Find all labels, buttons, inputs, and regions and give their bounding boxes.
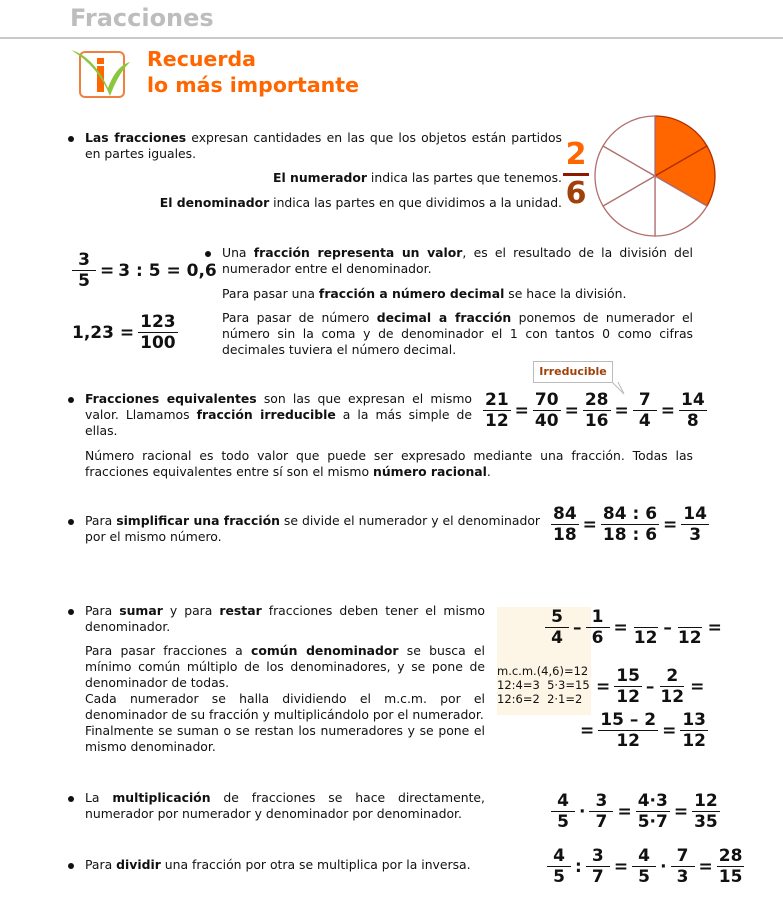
operator: = bbox=[662, 720, 677, 741]
fraction bbox=[680, 710, 708, 751]
example-denominator: 6 bbox=[565, 176, 587, 211]
denominator: 5 bbox=[638, 867, 650, 887]
fraction bbox=[679, 390, 707, 431]
denominator: 12 bbox=[616, 687, 640, 707]
pie-chart bbox=[592, 113, 718, 239]
denominator: 16 bbox=[584, 411, 609, 431]
simplify-paragraph: Para simplificar una fracción se divide el numerador y el denominador por el mismo número. bbox=[85, 513, 541, 544]
operator: = bbox=[614, 400, 629, 421]
operator: = bbox=[582, 514, 597, 535]
operator: = bbox=[580, 720, 595, 741]
operator: : bbox=[575, 856, 582, 877]
denominator: 4 bbox=[551, 628, 563, 648]
fraction-example bbox=[70, 312, 180, 353]
numerator: 4·3 bbox=[637, 791, 668, 811]
multiplication-example bbox=[549, 791, 722, 832]
simplify-example bbox=[549, 504, 711, 545]
numerator: 14 bbox=[681, 390, 705, 410]
example-fraction bbox=[563, 138, 589, 211]
numerator: 15 – 2 bbox=[600, 710, 657, 730]
bullet bbox=[68, 796, 74, 802]
fraction bbox=[72, 250, 96, 291]
division-example bbox=[545, 846, 746, 887]
rational-paragraph: Número racional es todo valor que puede ser expresado mediante una fracción. Todas las fracciones equivalentes entre sí son el mismo número racional. bbox=[85, 448, 693, 479]
operator: = bbox=[707, 617, 722, 638]
numerator: 3 bbox=[72, 250, 96, 271]
sum-step-2 bbox=[594, 666, 706, 707]
fraction bbox=[547, 846, 571, 887]
fraction bbox=[633, 390, 657, 431]
bullet bbox=[68, 397, 74, 403]
denominator: 12 bbox=[660, 687, 685, 707]
fraction bbox=[586, 846, 610, 887]
operator: = bbox=[514, 400, 529, 421]
fraction bbox=[717, 846, 745, 887]
common-denominator-paragraph: Para pasar fracciones a común denominador se busca el mínimo común múltiplo de los denominadores, y se pone de denominador de todas. Cada numerador se halla dividiendo el m.c.m. por el denominador de su fracción y multiplicándolo por el numerador. Finalmente se suman o se restan los numeradores y se pone el mismo denominador. bbox=[85, 643, 485, 754]
fraction bbox=[658, 666, 686, 707]
numerator: 28 bbox=[584, 390, 609, 410]
equivalent-paragraph: Fracciones equivalentes son las que expresan el mismo valor. Llamamos fracción irreducible a la más simple de ellas. bbox=[85, 391, 473, 438]
equivalent-fractions bbox=[481, 390, 709, 431]
numerator: 21 bbox=[485, 390, 509, 410]
sum-step-3 bbox=[578, 710, 710, 751]
fraction bbox=[598, 710, 658, 751]
denominator: 12 bbox=[485, 411, 509, 431]
denominator: 5 bbox=[553, 867, 565, 887]
denominator: 18 bbox=[553, 525, 577, 545]
fraction bbox=[545, 607, 569, 648]
fraction bbox=[601, 504, 659, 545]
denominator: 6 bbox=[591, 628, 604, 648]
operator: · bbox=[579, 801, 586, 822]
numerator: 28 bbox=[718, 846, 743, 866]
numerator bbox=[678, 607, 702, 628]
fraction bbox=[671, 846, 695, 887]
fraction bbox=[676, 607, 704, 648]
irreducible-callout: Irreducible bbox=[533, 361, 613, 383]
sum-paragraph: Para sumar y para restar fracciones deben tener el mismo denominador. bbox=[85, 603, 486, 634]
operator: – bbox=[573, 617, 582, 638]
bullet bbox=[68, 609, 74, 615]
denominator: 12 bbox=[616, 731, 640, 751]
numerator: 4 bbox=[547, 846, 571, 867]
numerator: 84 : 6 bbox=[602, 504, 658, 524]
fraction bbox=[583, 390, 611, 431]
operator: = bbox=[660, 400, 676, 421]
fraction bbox=[589, 791, 613, 832]
operator: = bbox=[663, 514, 678, 535]
heading-line-2: lo más importante bbox=[147, 73, 359, 97]
denominator: 3 bbox=[689, 525, 702, 545]
to-decimal-paragraph: Para pasar una fracción a número decimal se hace la división. bbox=[222, 286, 627, 301]
title-divider bbox=[0, 37, 783, 39]
denominator: 5 bbox=[557, 812, 569, 832]
bullet bbox=[68, 136, 74, 142]
numerator: 84 bbox=[553, 504, 577, 524]
numerator: 3 bbox=[586, 846, 610, 867]
operator: – bbox=[663, 617, 672, 638]
fraction bbox=[483, 390, 511, 431]
denominator: 35 bbox=[694, 812, 718, 832]
fraction bbox=[692, 791, 720, 832]
operator: · bbox=[660, 856, 667, 877]
info-check-icon bbox=[68, 46, 132, 104]
denominator: 7 bbox=[595, 812, 608, 832]
numerator: 70 bbox=[534, 390, 559, 410]
denominator: 8 bbox=[686, 411, 699, 431]
numerator: 2 bbox=[660, 666, 684, 687]
denominator-definition: El denominador indica las partes en que dividimos a la unidad. bbox=[159, 195, 562, 210]
numerator: 15 bbox=[616, 666, 640, 686]
to-fraction-paragraph: Para pasar de número decimal a fracción ponemos de numerador el número sin la coma y de denominador el 1 con tantos 0 como cifras decimales tuviera el número decimal. bbox=[222, 310, 694, 357]
operator: = bbox=[698, 856, 713, 877]
operator: = bbox=[613, 617, 628, 638]
value-paragraph: Una fracción representa un valor, es el resultado de la división del numerador entre el denominador. bbox=[222, 245, 693, 276]
fractions-definition: Las fracciones expresan cantidades en las que los objetos están partidos en partes iguales. bbox=[85, 130, 562, 161]
operator: = bbox=[617, 801, 632, 822]
denominator: 3 bbox=[676, 867, 689, 887]
fraction bbox=[636, 791, 670, 832]
numerator: 1 bbox=[586, 607, 610, 628]
fraction bbox=[586, 607, 610, 648]
page-title: Fracciones bbox=[70, 4, 214, 32]
denominator: 100 bbox=[140, 333, 176, 353]
denominator: 12 bbox=[633, 628, 658, 648]
numerator: 12 bbox=[694, 791, 718, 811]
division-paragraph: Para dividir una fracción por otra se multiplica por la inversa. bbox=[85, 857, 471, 872]
fraction bbox=[681, 504, 709, 545]
operator: 1,23 = bbox=[72, 322, 135, 343]
operator: = bbox=[690, 676, 705, 697]
numerator: 7 bbox=[671, 846, 695, 867]
multiplication-paragraph: La multiplicación de fracciones se hace directamente, numerador por numerador y denominador por denominador. bbox=[85, 790, 485, 821]
denominator: 12 bbox=[682, 731, 706, 751]
fraction bbox=[614, 666, 642, 707]
numerator bbox=[634, 607, 658, 628]
numerator: 5 bbox=[545, 607, 569, 628]
fraction bbox=[551, 791, 575, 832]
operator: = bbox=[673, 801, 689, 822]
denominator: 12 bbox=[677, 628, 702, 648]
numerator: 3 bbox=[589, 791, 613, 812]
fraction bbox=[551, 504, 579, 545]
denominator: 15 bbox=[718, 867, 743, 887]
operator: – bbox=[645, 676, 655, 697]
bullet bbox=[68, 519, 74, 525]
decimal-example bbox=[70, 250, 219, 291]
fraction bbox=[632, 607, 660, 648]
denominator: 7 bbox=[591, 867, 604, 887]
section-heading bbox=[147, 46, 359, 98]
denominator: 5·7 bbox=[637, 812, 668, 832]
fraction bbox=[533, 390, 561, 431]
numerator: 13 bbox=[682, 710, 706, 730]
operator: 3 : 5 = 0,6 bbox=[118, 260, 217, 281]
example-numerator: 2 bbox=[565, 137, 587, 172]
denominator: 18 : 6 bbox=[602, 525, 658, 545]
numerator-definition: El numerador indica las partes que tenemos. bbox=[273, 170, 562, 185]
numerator: 4 bbox=[632, 846, 656, 867]
denominator: 5 bbox=[78, 271, 90, 291]
denominator: 40 bbox=[534, 411, 559, 431]
numerator: 7 bbox=[633, 390, 657, 411]
operator: = bbox=[613, 856, 629, 877]
denominator: 4 bbox=[638, 411, 651, 431]
bullet bbox=[68, 863, 74, 869]
lcm-calculation: m.c.m.(4,6)=12 12:4=3 5·3=15 12:6=2 2·1=2 bbox=[497, 664, 590, 706]
numerator: 4 bbox=[551, 791, 575, 812]
operator: = bbox=[100, 260, 115, 281]
bullet bbox=[205, 251, 211, 257]
fraction bbox=[632, 846, 656, 887]
heading-line-1: Recuerda bbox=[147, 47, 256, 71]
sum-step-1 bbox=[543, 607, 724, 648]
operator: = bbox=[596, 676, 611, 697]
fraction bbox=[138, 312, 178, 353]
numerator: 123 bbox=[140, 312, 176, 332]
numerator: 14 bbox=[683, 504, 707, 524]
operator: = bbox=[564, 400, 579, 421]
